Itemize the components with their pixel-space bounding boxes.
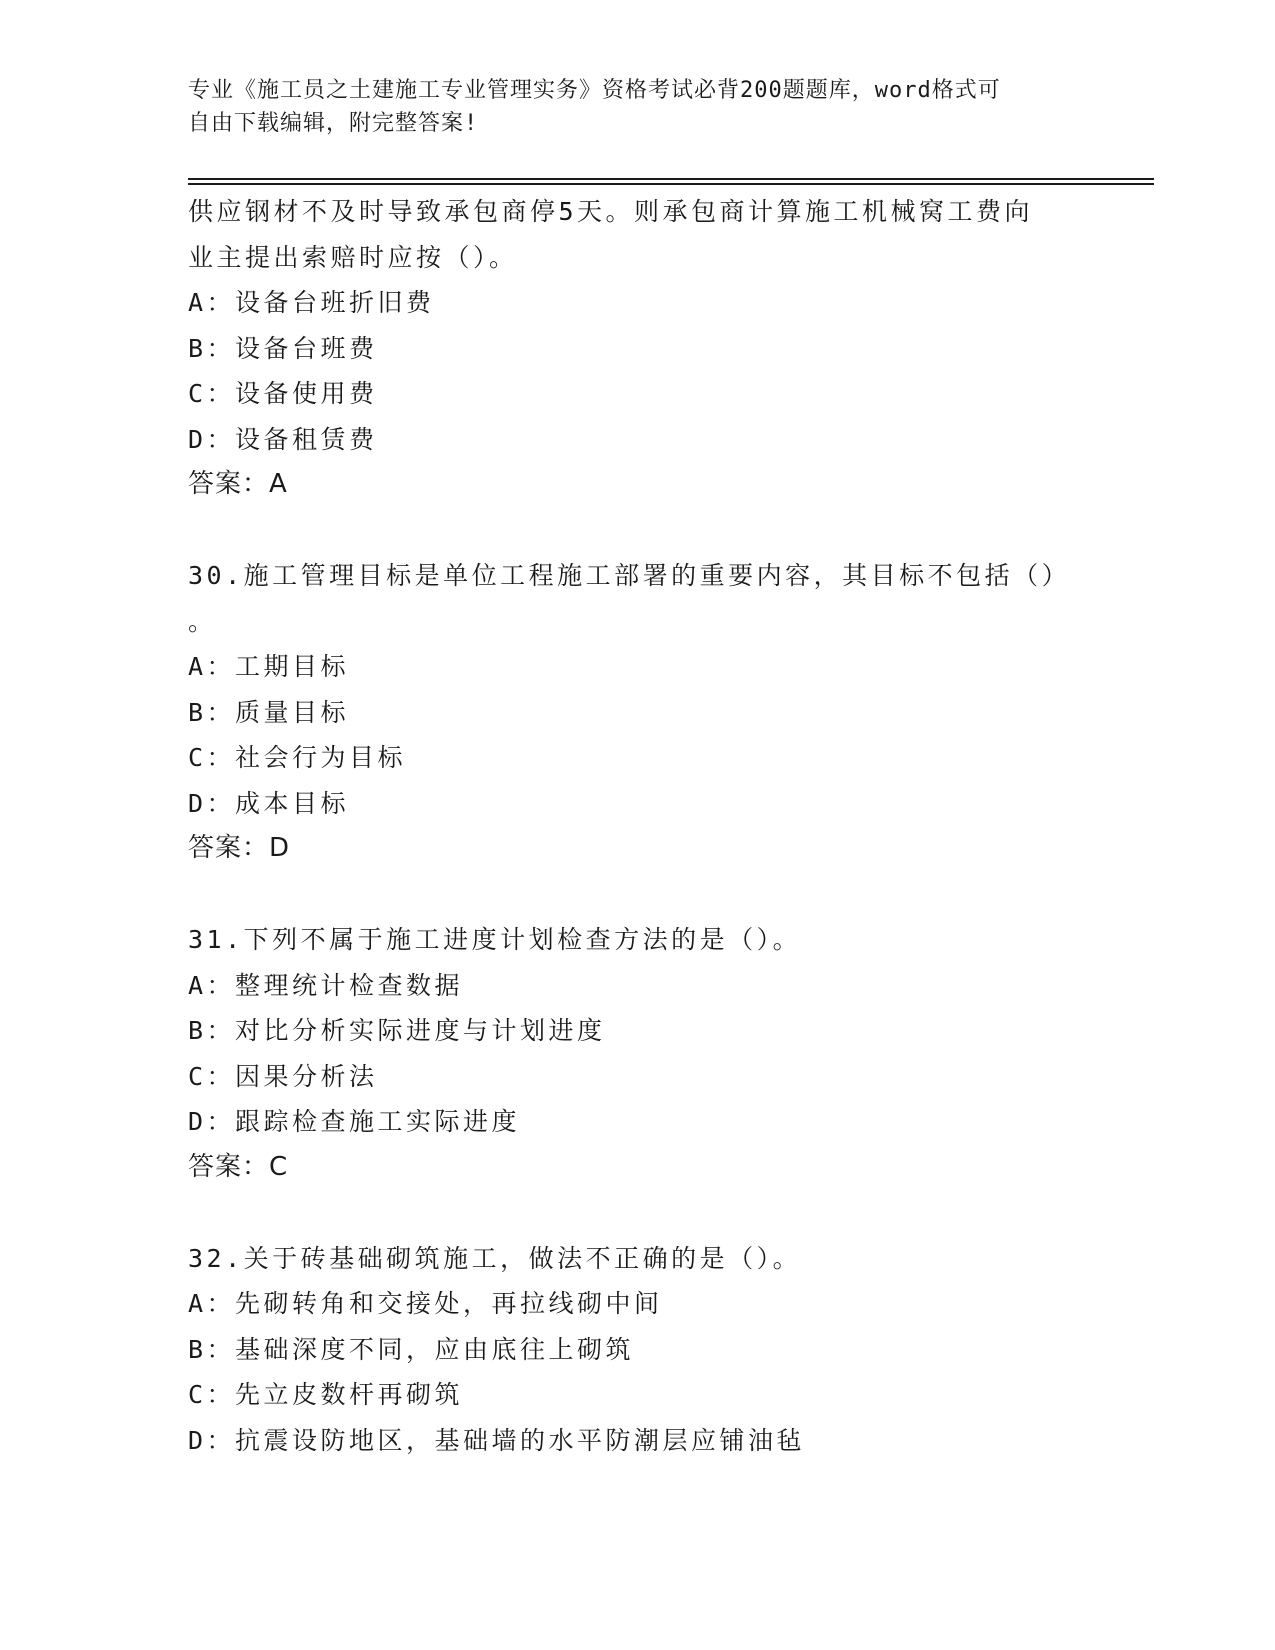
option-b: B：质量目标 bbox=[188, 697, 350, 727]
document-header bbox=[188, 74, 1068, 140]
option-d: D：跟踪检查施工实际进度 bbox=[188, 1107, 521, 1136]
option-d: D：抗震设防地区，基础墙的水平防潮层应铺油毡 bbox=[188, 1425, 806, 1455]
spacer bbox=[188, 1190, 1088, 1236]
answer: 答案：A bbox=[188, 469, 288, 499]
option-a: A：先砌转角和交接处，再拉线砌中间 bbox=[188, 1289, 663, 1318]
header-line-2: 自由下载编辑，附完整答案! bbox=[188, 111, 479, 136]
question-30 bbox=[188, 553, 1088, 872]
option-c: C：先立皮数杆再砌筑 bbox=[188, 1380, 464, 1409]
option-b: B：基础深度不同，应由底往上砌筑 bbox=[188, 1334, 635, 1364]
question-31 bbox=[188, 917, 1088, 1190]
question-stem: 31.下列不属于施工进度计划检查方法的是（）。 bbox=[188, 925, 802, 954]
option-b: B：对比分析实际进度与计划进度 bbox=[188, 1016, 606, 1045]
question-32 bbox=[188, 1236, 1088, 1464]
option-c: C：设备使用费 bbox=[188, 379, 378, 408]
option-a: A：整理统计检查数据 bbox=[188, 970, 464, 1000]
question-29 bbox=[188, 189, 1088, 508]
option-c: C：因果分析法 bbox=[188, 1061, 378, 1091]
header-rule-bottom bbox=[188, 183, 1154, 185]
answer: 答案：C bbox=[188, 1151, 289, 1182]
spacer bbox=[188, 508, 1088, 554]
header-rule-top bbox=[188, 178, 1154, 180]
question-stem: 。 bbox=[188, 606, 217, 636]
answer: 答案：D bbox=[188, 833, 291, 863]
question-stem: 供应钢材不及时导致承包商停5天。则承包商计算施工机械窝工费向 bbox=[188, 197, 1034, 226]
option-c: C：社会行为目标 bbox=[188, 743, 407, 772]
question-list bbox=[188, 189, 1088, 1463]
option-d: D：设备租赁费 bbox=[188, 424, 378, 454]
header-line-1: 专业《施工员之土建施工专业管理实务》资格考试必背200题题库，word格式可 bbox=[188, 78, 1001, 103]
option-d: D：成本目标 bbox=[188, 788, 350, 818]
question-stem: 32.关于砖基础砌筑施工，做法不正确的是（）。 bbox=[188, 1243, 802, 1273]
option-b: B：设备台班费 bbox=[188, 333, 378, 363]
option-a: A：设备台班折旧费 bbox=[188, 288, 435, 317]
question-stem: 业主提出索赔时应按（）。 bbox=[188, 242, 518, 272]
spacer bbox=[188, 872, 1088, 918]
question-stem: 30.施工管理目标是单位工程施工部署的重要内容，其目标不包括（） bbox=[188, 561, 1071, 590]
option-a: A：工期目标 bbox=[188, 652, 350, 681]
